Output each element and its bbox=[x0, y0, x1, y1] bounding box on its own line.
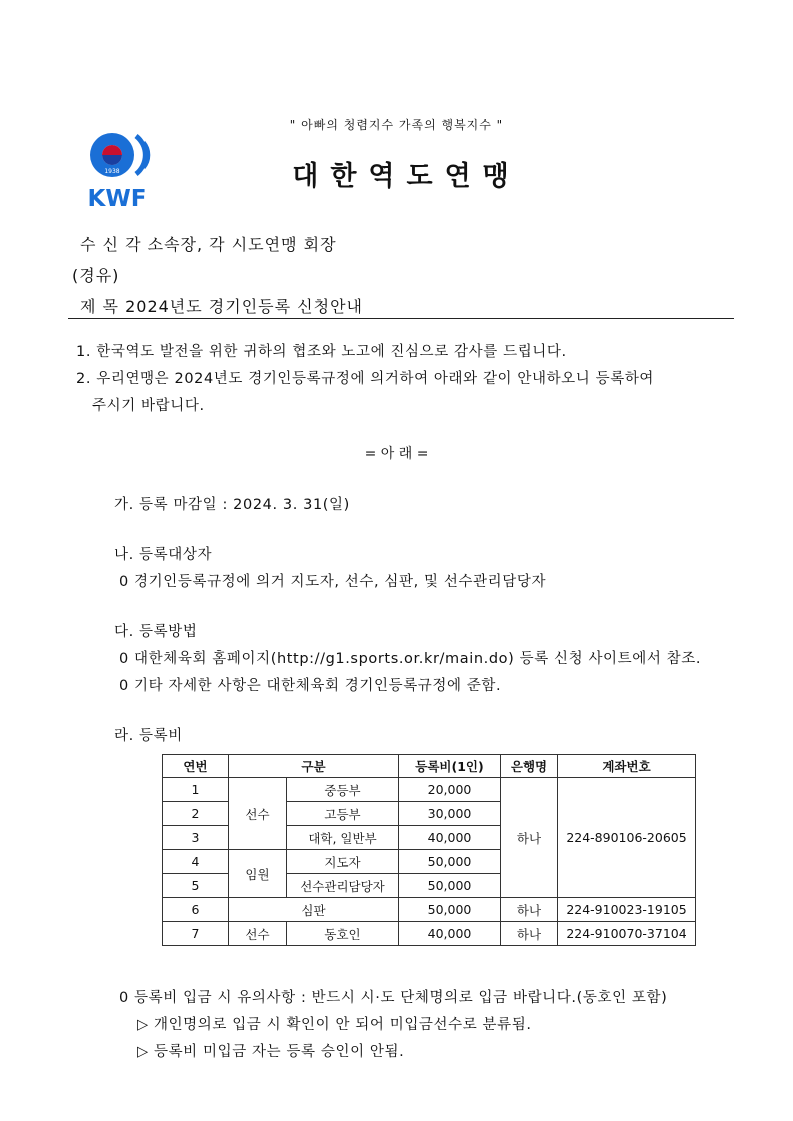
row-fee: 50,000 bbox=[399, 898, 501, 922]
row-account: 224-910070-37104 bbox=[558, 922, 696, 946]
header-bank: 은행명 bbox=[501, 755, 558, 778]
row-type: 지도자 bbox=[287, 850, 399, 874]
row-fee: 30,000 bbox=[399, 802, 501, 826]
row-bank: 하나 bbox=[501, 898, 558, 922]
row-type: 중등부 bbox=[287, 778, 399, 802]
via-line: (경유) bbox=[72, 266, 120, 285]
row-fee: 50,000 bbox=[399, 874, 501, 898]
note-deposit: 0 등록비 입금 시 유의사항 : 반드시 시·도 단체명의로 입금 바랍니다.(동호인 포함) bbox=[119, 990, 668, 1006]
org-title: 대한역도연맹 bbox=[292, 161, 521, 192]
row-no: 5 bbox=[163, 874, 229, 898]
subject-line: 제 목 2024년도 경기인등록 신청안내 bbox=[80, 297, 363, 316]
logo-year: 1938 bbox=[104, 168, 120, 175]
section-deadline: 가. 등록 마감일 : 2024. 3. 31(일) bbox=[114, 497, 350, 513]
row-no: 2 bbox=[163, 802, 229, 826]
row-no: 3 bbox=[163, 826, 229, 850]
row-no: 4 bbox=[163, 850, 229, 874]
note-unpaid: ▷ 등록비 미입금 자는 등록 승인이 안됨. bbox=[137, 1044, 405, 1060]
section-targets-item: 0 경기인등록규정에 의거 지도자, 선수, 심판, 및 선수관리담당자 bbox=[119, 574, 547, 590]
logo-text: KWF bbox=[87, 186, 147, 210]
row-type: 심판 bbox=[229, 898, 399, 922]
note-personal-deposit: ▷ 개인명의로 입금 시 확인이 안 되어 미입금선수로 분류됨. bbox=[137, 1017, 532, 1033]
row-no: 6 bbox=[163, 898, 229, 922]
paragraph-2-cont: 주시기 바랍니다. bbox=[92, 398, 205, 414]
row-fee: 50,000 bbox=[399, 850, 501, 874]
row-type: 대학, 일반부 bbox=[287, 826, 399, 850]
fee-table bbox=[162, 754, 696, 946]
row-fee: 40,000 bbox=[399, 922, 501, 946]
header-fee: 등록비(1인) bbox=[399, 755, 501, 778]
recipient-line: 수 신 각 소속장, 각 시도연맹 회장 bbox=[80, 235, 337, 254]
row-group: 선수 bbox=[229, 922, 287, 946]
paragraph-1: 1. 한국역도 발전을 위한 귀하의 협조와 노고에 진심으로 감사를 드립니다. bbox=[76, 344, 567, 360]
account-main: 224-890106-20605 bbox=[558, 778, 696, 898]
row-type: 동호인 bbox=[287, 922, 399, 946]
table-header-row bbox=[163, 755, 696, 778]
section-method-item-2: 0 기타 자세한 사항은 대한체육회 경기인등록규정에 준함. bbox=[119, 678, 502, 694]
group-officer: 임원 bbox=[229, 850, 287, 898]
row-fee: 40,000 bbox=[399, 826, 501, 850]
row-fee: 20,000 bbox=[399, 778, 501, 802]
table-row bbox=[163, 898, 696, 922]
table-row bbox=[163, 922, 696, 946]
section-method-title: 다. 등록방법 bbox=[114, 624, 198, 640]
header-account: 계좌번호 bbox=[558, 755, 696, 778]
row-bank: 하나 bbox=[501, 922, 558, 946]
row-type: 고등부 bbox=[287, 802, 399, 826]
bank-main: 하나 bbox=[501, 778, 558, 898]
header-no: 연번 bbox=[163, 755, 229, 778]
section-method-item-1: 0 대한체육회 홈페이지(http://g1.sports.or.kr/main.do) 등록 신청 사이트에서 참조. bbox=[119, 651, 702, 667]
header-category: 구분 bbox=[229, 755, 399, 778]
below-heading: = 아 래 = bbox=[364, 446, 429, 462]
row-no: 1 bbox=[163, 778, 229, 802]
table-row bbox=[163, 778, 696, 802]
section-fee-title: 라. 등록비 bbox=[114, 728, 183, 744]
row-type: 선수관리담당자 bbox=[287, 874, 399, 898]
row-no: 7 bbox=[163, 922, 229, 946]
header-divider bbox=[68, 318, 734, 319]
paragraph-2: 2. 우리연맹은 2024년도 경기인등록규정에 의거하여 아래와 같이 안내하오니 등록하여 bbox=[76, 371, 655, 387]
slogan: " 아빠의 청렴지수 가족의 행복지수 " bbox=[289, 118, 504, 132]
section-targets-title: 나. 등록대상자 bbox=[114, 547, 213, 563]
row-account: 224-910023-19105 bbox=[558, 898, 696, 922]
group-player: 선수 bbox=[229, 778, 287, 850]
